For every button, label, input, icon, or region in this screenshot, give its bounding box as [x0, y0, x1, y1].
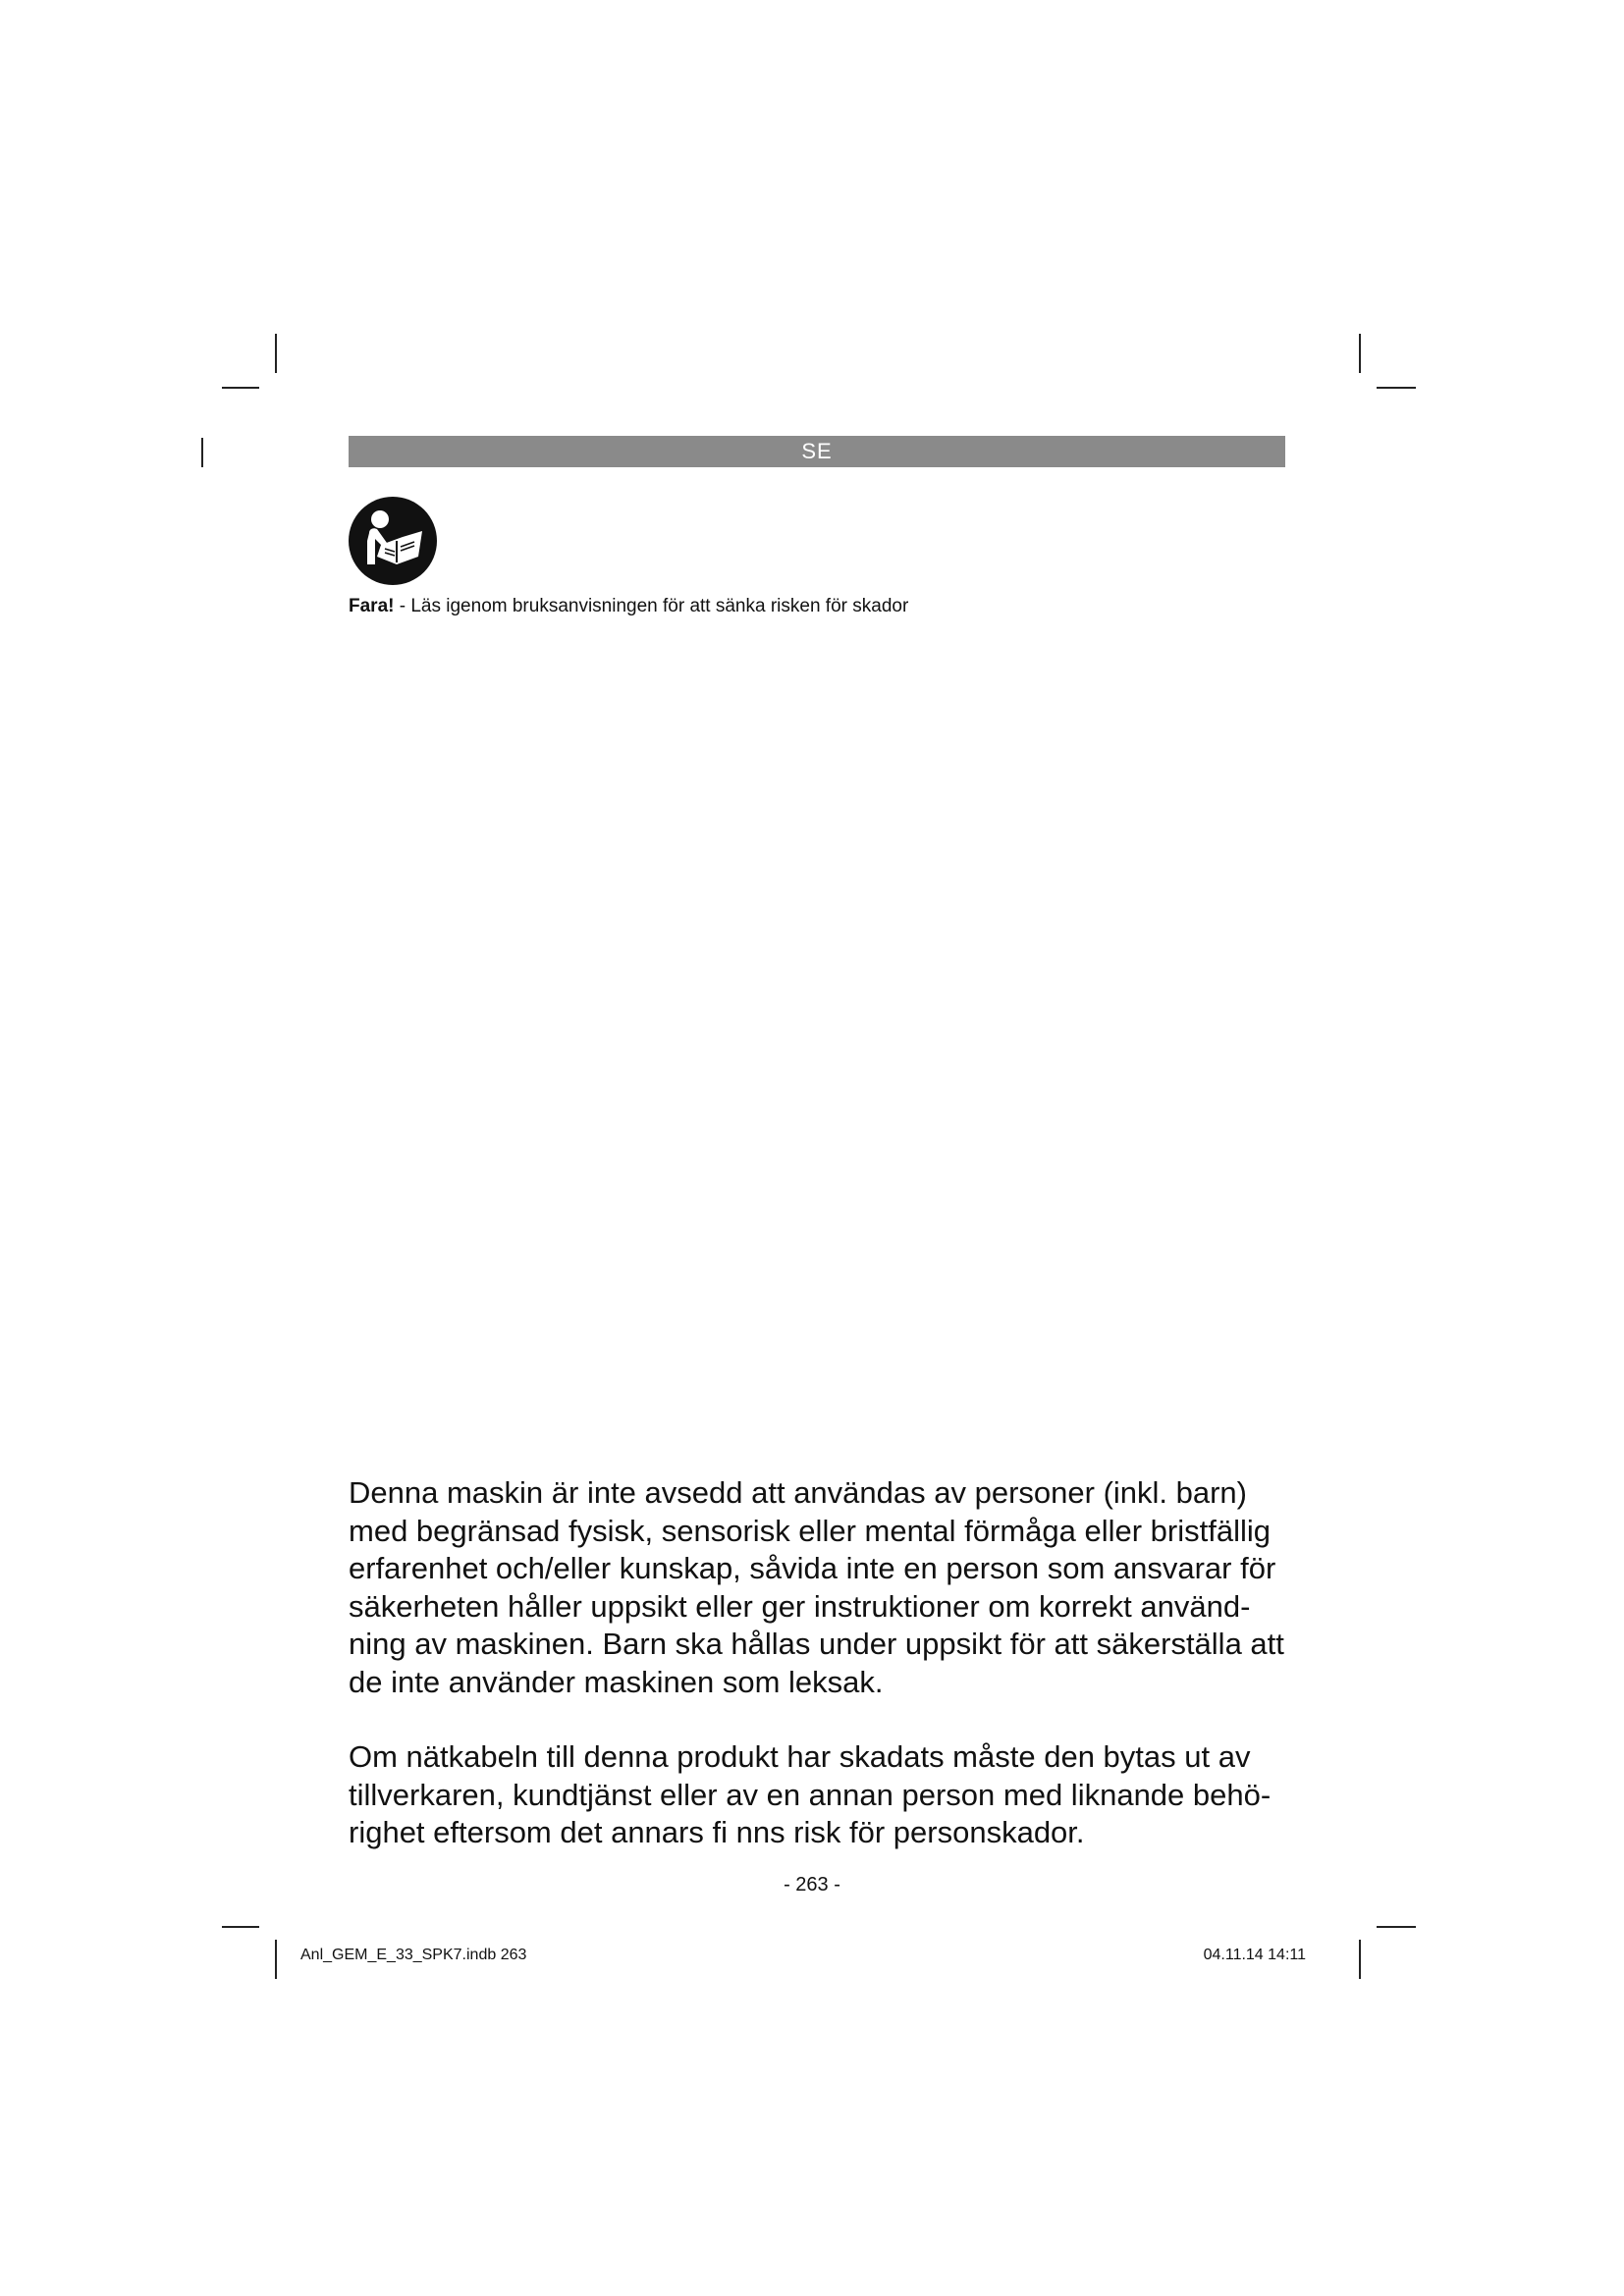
paragraph-line: ning av maskinen. Barn ska hållas under uppsikt för att säkerställa att — [349, 1627, 1284, 1661]
warning-text — [349, 595, 908, 618]
crop-mark-bottom-right-vertical — [1359, 1940, 1361, 1979]
crop-mark-bottom-right-horizontal — [1377, 1926, 1416, 1928]
crop-mark-top-right-horizontal — [1377, 387, 1416, 389]
paragraph-line: Denna maskin är inte avsedd att användas av personer (inkl. barn) — [349, 1475, 1247, 1510]
paragraph-line: de inte använder maskinen som leksak. — [349, 1664, 884, 1699]
paragraph-line: med begränsad fysisk, sensorisk eller mental förmåga eller bristfällig — [349, 1513, 1272, 1548]
warning-message: - Läs igenom bruksanvisningen för att sänka risken för skador — [394, 596, 909, 616]
safety-paragraph-2 — [349, 1738, 1291, 1852]
crop-mark-top-left-horizontal — [222, 387, 259, 389]
read-manual-icon — [348, 496, 438, 586]
language-code: SE — [801, 439, 833, 463]
crop-mark-top-right-vertical — [1359, 334, 1361, 373]
paragraph-line: tillverkaren, kundtjänst eller av en annan person med liknande behö- — [349, 1777, 1272, 1812]
warning-label: Fara! — [349, 596, 395, 616]
page-number: - 263 - — [784, 1874, 840, 1896]
crop-mark-left-registration — [201, 438, 203, 467]
paragraph-line: säkerheten håller uppsikt eller ger instruktioner om korrekt använd- — [349, 1588, 1251, 1624]
crop-mark-bottom-left-vertical — [275, 1940, 277, 1979]
safety-paragraph-1 — [349, 1474, 1291, 1701]
crop-mark-top-left-vertical — [275, 334, 277, 373]
language-header-bar — [349, 436, 1285, 467]
print-file-name: Anl_GEM_E_33_SPK7.indb 263 — [300, 1947, 527, 1963]
paragraph-line: righet eftersom det annars fi nns risk för personskador. — [349, 1815, 1085, 1849]
print-timestamp: 04.11.14 14:11 — [1203, 1947, 1306, 1963]
crop-mark-bottom-left-horizontal — [222, 1926, 259, 1928]
paragraph-line: Om nätkabeln till denna produkt har skadats måste den bytas ut av — [349, 1739, 1251, 1774]
paragraph-line: erfarenhet och/eller kunskap, såvida inte en person som ansvarar för — [349, 1551, 1276, 1585]
